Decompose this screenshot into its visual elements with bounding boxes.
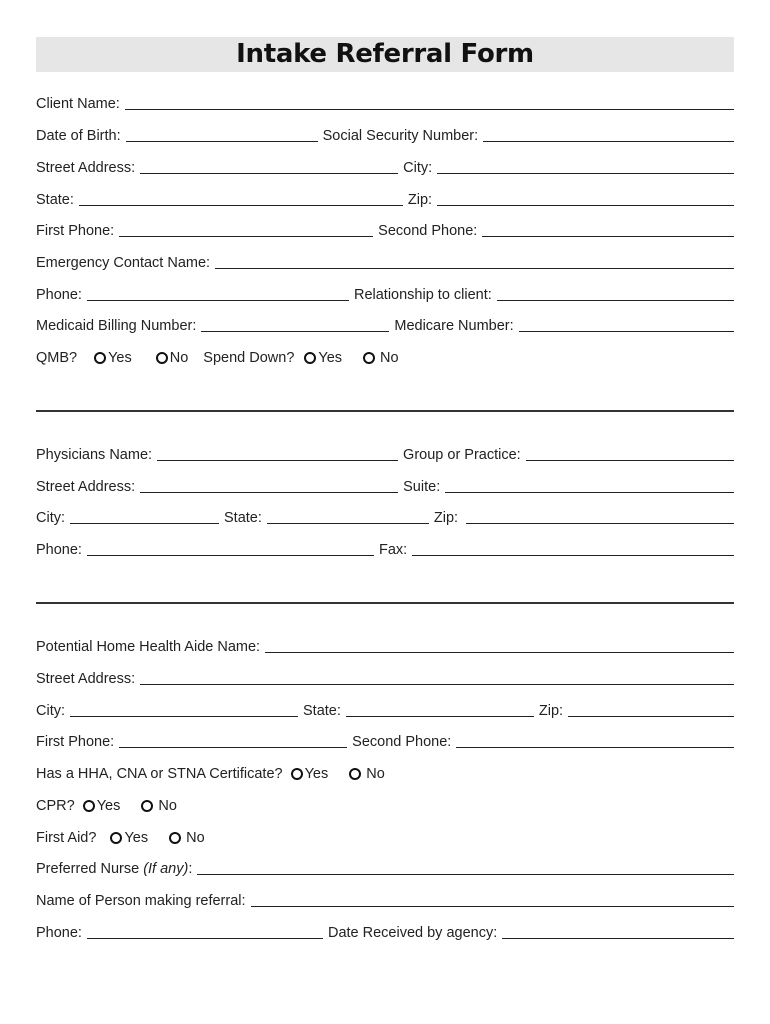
aide-street-field[interactable] xyxy=(140,684,734,685)
physician-city-label: City: xyxy=(36,510,65,526)
relationship-label: Relationship to client: xyxy=(353,287,492,303)
emergency-phone-label: Phone: xyxy=(36,287,82,303)
section-divider xyxy=(36,602,734,604)
qmb-no-label: No xyxy=(169,350,189,366)
first-aid-yes-label: Yes xyxy=(124,830,149,846)
emergency-contact-row xyxy=(36,251,734,273)
preferred-nurse-label xyxy=(36,860,192,879)
radio-circle-icon[interactable] xyxy=(110,832,122,844)
aide-zip-label: Zip: xyxy=(538,703,564,719)
suite-label: Suite: xyxy=(403,479,441,495)
aide-city-field[interactable] xyxy=(70,716,298,717)
client-phones-row xyxy=(36,219,734,241)
certificate-no-label: No xyxy=(366,766,385,782)
dob-ssn-row xyxy=(36,124,734,146)
section-divider xyxy=(36,410,734,412)
qmb-yes-label: Yes xyxy=(108,350,132,366)
radio-circle-icon[interactable] xyxy=(304,352,316,364)
certificate-row xyxy=(36,762,734,784)
aide-second-phone-field[interactable] xyxy=(456,747,734,748)
client-zip-field[interactable] xyxy=(437,205,734,206)
client-zip-label: Zip: xyxy=(407,192,433,208)
qmb-no-option[interactable] xyxy=(156,349,189,368)
medicare-field[interactable] xyxy=(519,331,734,332)
certificate-yes-label: Yes xyxy=(304,766,329,782)
emergency-contact-field[interactable] xyxy=(215,268,734,269)
client-first-phone-field[interactable] xyxy=(119,236,373,237)
billing-row xyxy=(36,314,734,336)
physician-street-row xyxy=(36,475,734,497)
cpr-no-option[interactable] xyxy=(141,797,177,816)
aide-state-field[interactable] xyxy=(346,716,534,717)
client-name-label: Client Name: xyxy=(36,96,120,112)
suite-field[interactable] xyxy=(445,492,734,493)
spend-down-no-label: No xyxy=(380,350,399,366)
aide-first-phone-label: First Phone: xyxy=(36,734,115,750)
physician-phone-label: Phone: xyxy=(36,542,82,558)
radio-circle-icon[interactable] xyxy=(349,768,361,780)
aide-zip-field[interactable] xyxy=(568,716,734,717)
physician-street-field[interactable] xyxy=(140,492,398,493)
client-name-field[interactable] xyxy=(125,109,734,110)
referrer-row xyxy=(36,889,734,911)
physician-state-field[interactable] xyxy=(267,523,429,524)
preferred-nurse-field[interactable] xyxy=(197,874,734,875)
fax-label: Fax: xyxy=(378,542,408,558)
emergency-contact-label: Emergency Contact Name: xyxy=(36,255,211,271)
form-title: Intake Referral Form xyxy=(236,39,534,69)
medicaid-label: Medicaid Billing Number: xyxy=(36,318,197,334)
first-aid-no-label: No xyxy=(186,830,205,846)
aide-street-row xyxy=(36,667,734,689)
physician-name-field[interactable] xyxy=(157,460,398,461)
referrer-field[interactable] xyxy=(251,906,734,907)
physician-zip-label: Zip: xyxy=(433,510,459,526)
physician-state-label: State: xyxy=(224,510,262,526)
qmb-yes-option[interactable] xyxy=(94,349,132,368)
client-state-zip-row xyxy=(36,188,734,210)
cpr-row xyxy=(36,794,734,816)
aide-phones-row xyxy=(36,730,734,752)
client-name-row xyxy=(36,92,734,114)
client-first-phone-label: First Phone: xyxy=(36,223,115,239)
aide-first-phone-field[interactable] xyxy=(119,747,347,748)
referrer-phone-row xyxy=(36,921,734,943)
radio-circle-icon[interactable] xyxy=(83,800,95,812)
client-street-field[interactable] xyxy=(140,173,398,174)
title-bar xyxy=(36,37,734,72)
emergency-phone-field[interactable] xyxy=(87,300,349,301)
qmb-label: QMB? xyxy=(36,350,78,366)
first-aid-yes-option[interactable] xyxy=(110,829,148,848)
spend-down-no-option[interactable] xyxy=(363,349,399,368)
aide-street-label: Street Address: xyxy=(36,671,136,687)
client-city-field[interactable] xyxy=(437,173,734,174)
medicaid-field[interactable] xyxy=(201,331,389,332)
client-second-phone-label: Second Phone: xyxy=(378,223,478,239)
cpr-yes-label: Yes xyxy=(96,798,121,814)
spend-down-yes-option[interactable] xyxy=(304,349,342,368)
certificate-no-option[interactable] xyxy=(349,765,385,784)
ssn-field[interactable] xyxy=(483,141,734,142)
physician-street-label: Street Address: xyxy=(36,479,136,495)
radio-circle-icon[interactable] xyxy=(141,800,153,812)
client-second-phone-field[interactable] xyxy=(482,236,734,237)
radio-circle-icon[interactable] xyxy=(94,352,106,364)
spend-down-label: Spend Down? xyxy=(203,350,295,366)
preferred-nurse-colon: : xyxy=(188,861,193,877)
referrer-label: Name of Person making referral: xyxy=(36,893,246,909)
physician-name-row xyxy=(36,443,734,465)
qmb-row xyxy=(36,346,734,368)
dob-label: Date of Birth: xyxy=(36,128,121,144)
aide-name-row xyxy=(36,635,734,657)
cpr-label: CPR? xyxy=(36,798,75,814)
physician-name-label: Physicians Name: xyxy=(36,447,153,463)
preferred-nurse-note: (If any) xyxy=(143,861,189,877)
cpr-yes-option[interactable] xyxy=(83,797,121,816)
client-state-label: State: xyxy=(36,192,74,208)
physician-phone-row xyxy=(36,538,734,560)
referrer-phone-label: Phone: xyxy=(36,925,82,941)
physician-phone-field[interactable] xyxy=(87,555,374,556)
referrer-phone-field[interactable] xyxy=(87,938,323,939)
group-label: Group or Practice: xyxy=(403,447,521,463)
physician-city-field[interactable] xyxy=(70,523,219,524)
radio-circle-icon[interactable] xyxy=(291,768,303,780)
date-received-label: Date Received by agency: xyxy=(327,925,498,941)
client-state-field[interactable] xyxy=(79,205,403,206)
client-city-label: City: xyxy=(403,160,433,176)
certificate-label: Has a HHA, CNA or STNA Certificate? xyxy=(36,766,283,782)
aide-name-field[interactable] xyxy=(265,652,734,653)
client-street-label: Street Address: xyxy=(36,160,136,176)
aide-state-label: State: xyxy=(303,703,341,719)
relationship-field[interactable] xyxy=(497,300,734,301)
first-aid-label: First Aid? xyxy=(36,830,97,846)
spend-down-yes-label: Yes xyxy=(318,350,343,366)
date-received-field[interactable] xyxy=(502,938,734,939)
aide-name-label: Potential Home Health Aide Name: xyxy=(36,639,261,655)
client-street-city-row xyxy=(36,156,734,178)
ssn-label: Social Security Number: xyxy=(322,128,479,144)
radio-circle-icon[interactable] xyxy=(156,352,168,364)
dob-field[interactable] xyxy=(126,141,318,142)
certificate-yes-option[interactable] xyxy=(291,765,329,784)
physician-zip-field[interactable] xyxy=(466,523,734,524)
radio-circle-icon[interactable] xyxy=(169,832,181,844)
aide-second-phone-label: Second Phone: xyxy=(352,734,452,750)
aide-city-label: City: xyxy=(36,703,65,719)
radio-circle-icon[interactable] xyxy=(363,352,375,364)
aide-city-row xyxy=(36,699,734,721)
first-aid-no-option[interactable] xyxy=(169,829,205,848)
medicare-label: Medicare Number: xyxy=(394,318,514,334)
first-aid-row xyxy=(36,826,734,848)
preferred-nurse-text: Preferred Nurse xyxy=(36,861,140,877)
group-field[interactable] xyxy=(526,460,734,461)
fax-field[interactable] xyxy=(412,555,734,556)
physician-city-row xyxy=(36,506,734,528)
preferred-nurse-row xyxy=(36,857,734,879)
cpr-no-label: No xyxy=(158,798,177,814)
emergency-phone-row xyxy=(36,283,734,305)
